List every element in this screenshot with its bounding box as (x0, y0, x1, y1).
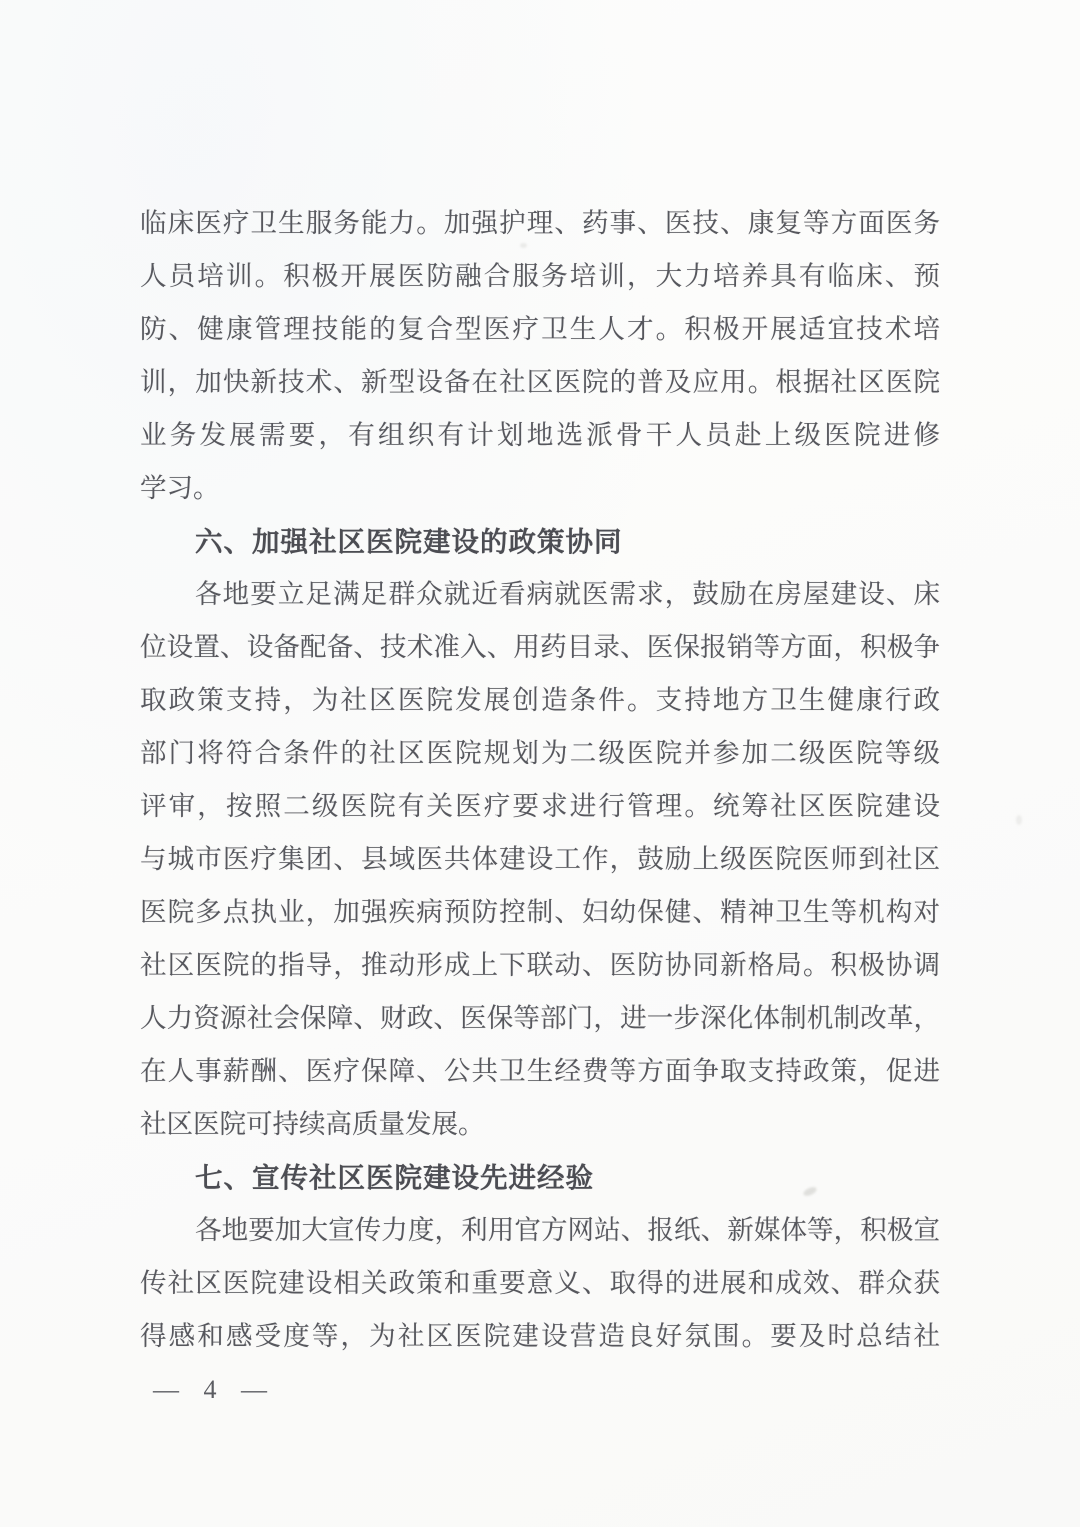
paragraph-line: 得感和感受度等，为社区医院建设营造良好氛围。要及时总结社 (140, 1321, 940, 1351)
paragraph-line: 医院多点执业，加强疾病预防控制、妇幼保健、精神卫生等机构对 (140, 897, 940, 927)
paragraph-line: 部门将符合条件的社区医院规划为二级医院并参加二级医院等级 (140, 738, 940, 768)
scan-smudge (520, 243, 527, 248)
paragraph-line: 训，加快新技术、新型设备在社区医院的普及应用。根据社区医院 (140, 367, 940, 397)
paragraph-line: 社区医院的指导，推动形成上下联动、医防协同新格局。积极协调 (140, 950, 940, 980)
paragraph-line: 取政策支持，为社区医院发展创造条件。支持地方卫生健康行政 (140, 685, 940, 715)
paragraph-line: 传社区医院建设相关政策和重要意义、取得的进展和成效、群众获 (140, 1268, 940, 1298)
paragraph-line: 评审，按照二级医院有关医疗要求进行管理。统筹社区医院建设 (140, 791, 940, 821)
paragraph-line: 各地要加大宣传力度，利用官方网站、报纸、新媒体等，积极宣 (195, 1215, 940, 1245)
page-footer-page-number: — 4 — (153, 1375, 276, 1404)
document-text-block (140, 197, 940, 1363)
paragraph-line: 各地要立足满足群众就近看病就医需求，鼓励在房屋建设、床 (195, 579, 940, 609)
paragraph-line: 业务发展需要，有组织有计划地选派骨干人员赴上级医院进修 (140, 420, 940, 450)
paragraph-line: 位设置、设备配备、技术准入、用药目录、医保报销等方面，积极争 (140, 632, 940, 662)
paragraph-line: 在人事薪酬、医疗保障、公共卫生经费等方面争取支持政策，促进 (140, 1056, 940, 1086)
paragraph-line: 防、健康管理技能的复合型医疗卫生人才。积极开展适宜技术培 (140, 314, 940, 344)
paragraph-line: 人力资源社会保障、财政、医保等部门，进一步深化体制机制改革， (140, 1003, 940, 1033)
section-heading: 六、加强社区医院建设的政策协同 (195, 526, 623, 557)
paragraph-line: 人员培训。积极开展医防融合服务培训，大力培养具有临床、预 (140, 261, 940, 291)
scan-smudge (1016, 815, 1022, 825)
paragraph-line: 与城市医疗集团、县域医共体建设工作，鼓励上级医院医师到社区 (140, 844, 940, 874)
paragraph-line: 学习。 (140, 473, 220, 503)
paragraph-line: 社区医院可持续高质量发展。 (140, 1109, 485, 1139)
paragraph-line: 临床医疗卫生服务能力。加强护理、药事、医技、康复等方面医务 (140, 208, 940, 238)
section-heading: 七、宣传社区医院建设先进经验 (195, 1162, 594, 1193)
